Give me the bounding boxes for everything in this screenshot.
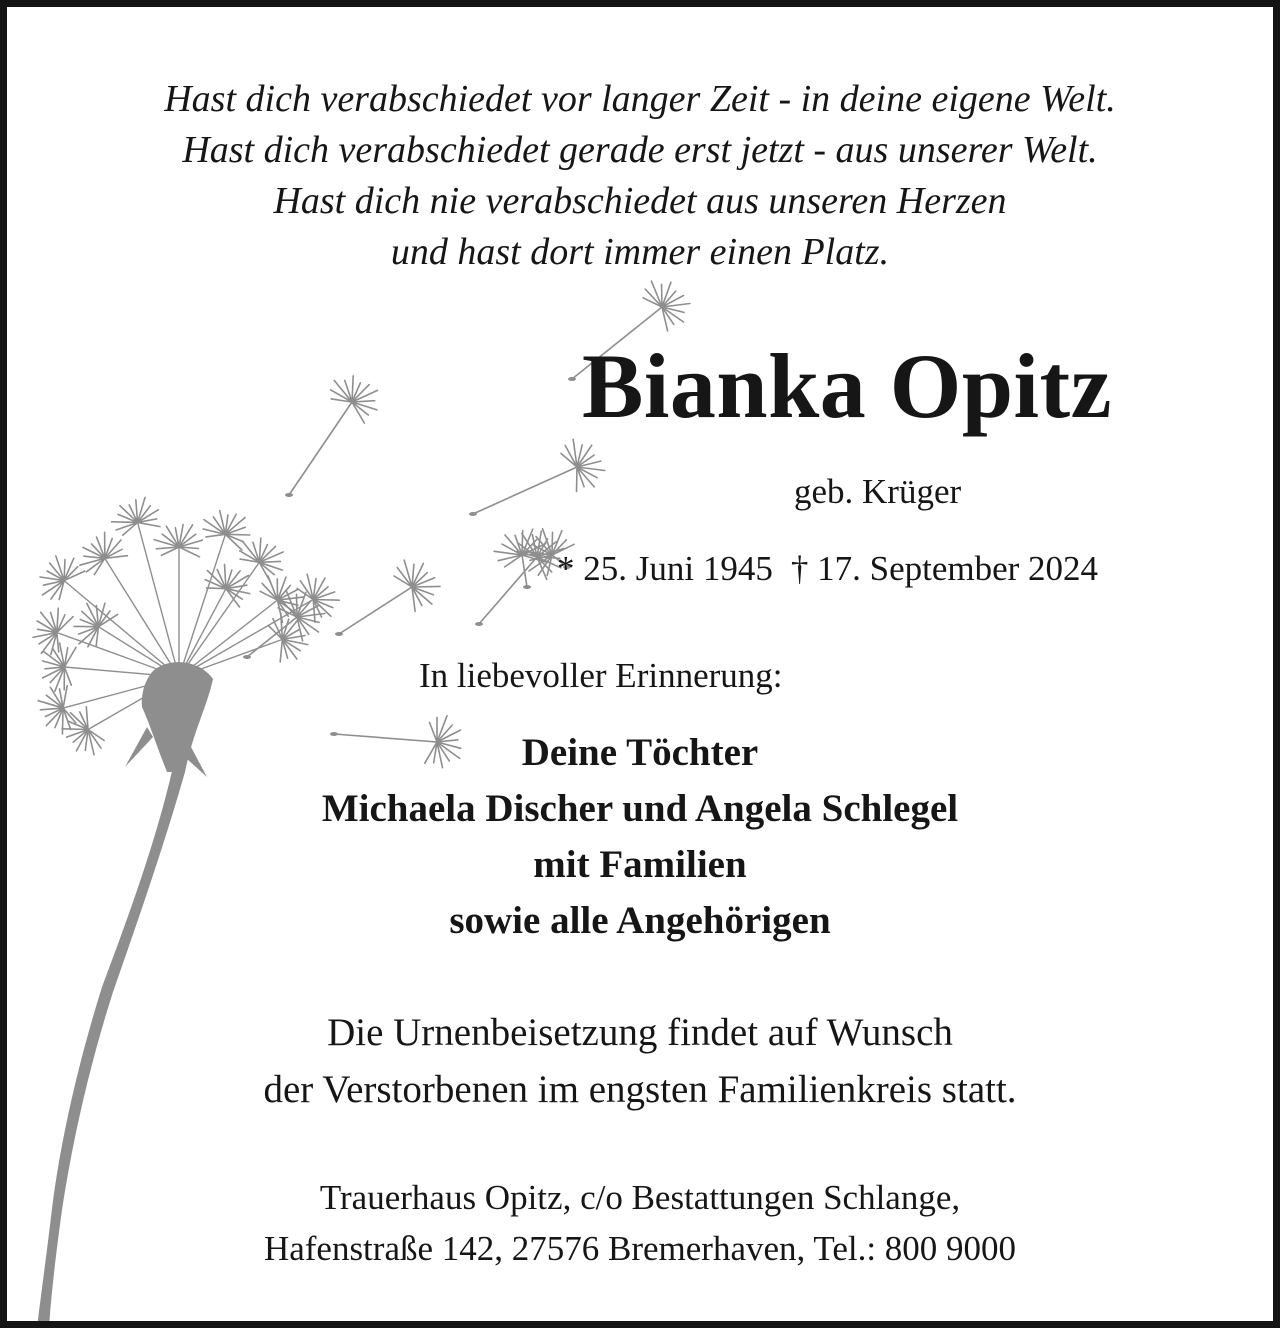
flying-seed-stalk — [289, 402, 352, 495]
flying-seed-body — [243, 655, 251, 659]
poem-line-4: und hast dort immer einen Platz. — [390, 231, 890, 273]
seed-stalk — [179, 562, 259, 677]
seed-stalk — [179, 600, 278, 677]
flying-seed-stalk — [473, 467, 577, 514]
memory-line: In liebevoller Erinnerung: — [419, 656, 783, 695]
flying-seed-tuft — [494, 529, 546, 567]
seed-tuft — [203, 511, 250, 550]
poem-line-2: Hast dich verabschiedet gerade erst jetzt - aus unserer Welt. — [182, 129, 1098, 171]
flying-seed-body — [475, 622, 483, 626]
deceased-name: Bianka Opitz — [582, 335, 1113, 437]
seed-tuft — [38, 686, 76, 734]
seed-tuft — [80, 532, 128, 574]
notice-line-1: Die Urnenbeisetzung findet auf Wunsch — [327, 1011, 953, 1054]
flying-seed-body — [469, 512, 477, 516]
flying-seed-tuft — [331, 376, 378, 423]
seed-tuft — [74, 603, 118, 647]
seed-stalk — [179, 639, 282, 677]
mourners-line-3: mit Familien — [533, 843, 747, 886]
flying-seed-stalk — [479, 557, 537, 624]
seed-stalk — [179, 534, 225, 677]
seed-stalk — [64, 581, 179, 677]
notice-line-2: der Verstorbenen im engsten Familienkreis statt. — [263, 1068, 1017, 1111]
mourners-line-4: sowie alle Angehörigen — [449, 899, 831, 942]
birth-date: * 25. Juni 1945 — [557, 549, 773, 588]
address-line-1: Trauerhaus Opitz, c/o Bestattungen Schlange, — [319, 1178, 961, 1217]
seed-tuft — [112, 498, 160, 536]
mourners-line-2: Michaela Discher und Angela Schlegel — [321, 787, 959, 830]
address-line-2: Hafenstraße 142, 27576 Bremerhaven, Tel.: 800 9000 — [263, 1229, 1017, 1268]
poem-line-1: Hast dich verabschiedet vor langer Zeit - in deine eigene Welt. — [164, 78, 1116, 120]
maiden-name: geb. Krüger — [794, 472, 962, 511]
seed-tuft — [240, 538, 283, 582]
mourners-line-1: Deine Töchter — [521, 731, 759, 774]
flying-seed-tuft — [643, 281, 690, 331]
flying-seed-tuft — [561, 439, 605, 491]
death-date: † 17. September 2024 — [790, 549, 1099, 588]
flying-seed-tuft — [394, 560, 440, 611]
flying-seed-body — [285, 493, 293, 497]
poem-line-3: Hast dich nie verabschiedet aus unseren Herzen — [273, 180, 1007, 222]
flying-seed-stalk — [522, 555, 527, 587]
seed-tuft — [154, 525, 202, 557]
flying-seed-stalk — [339, 587, 412, 634]
life-dates — [557, 551, 1098, 586]
flying-seed-body — [568, 377, 576, 381]
flying-seed-body — [335, 632, 343, 636]
seed-tuft — [205, 564, 250, 607]
seed-stalk — [105, 558, 179, 677]
flying-seed-body — [523, 585, 531, 589]
